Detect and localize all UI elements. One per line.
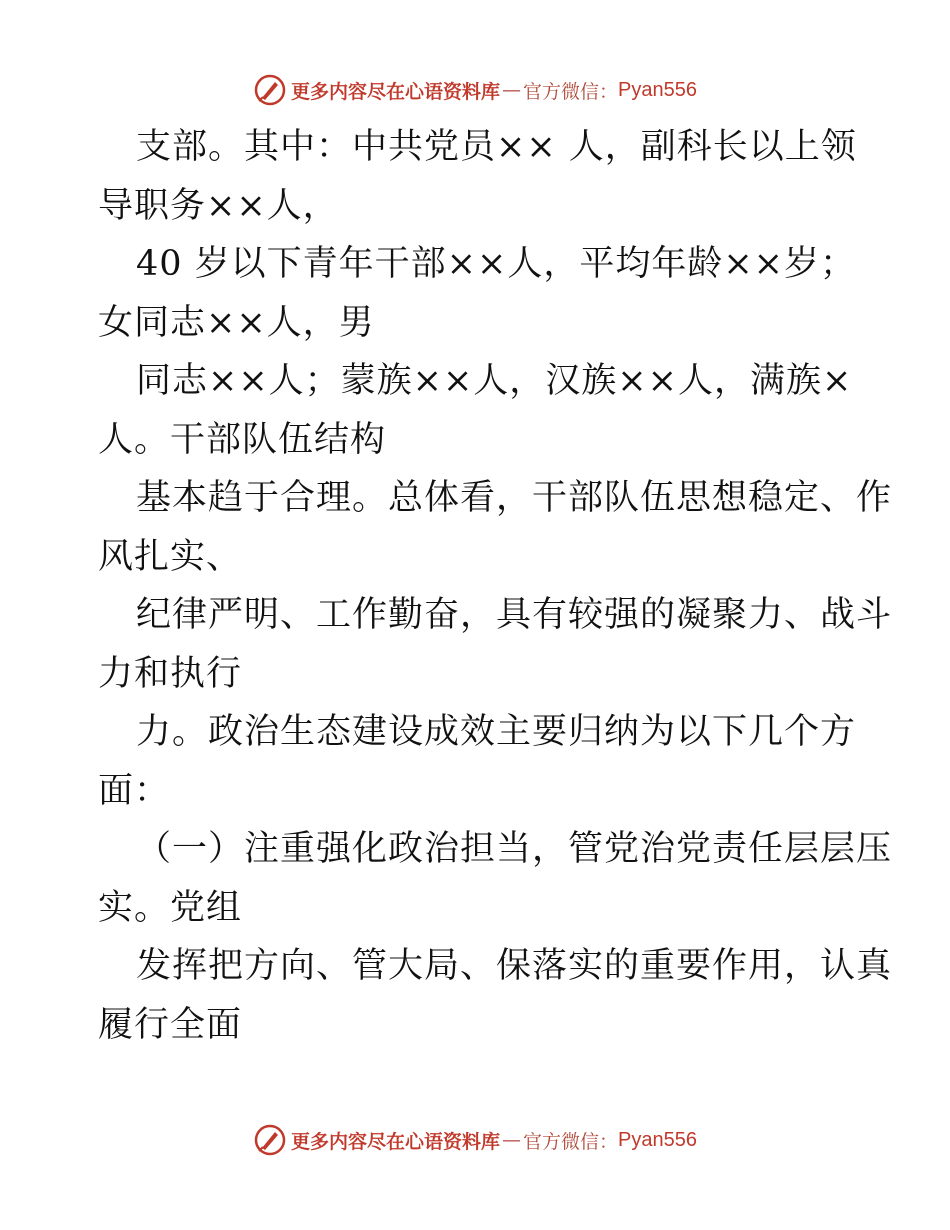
banner-brand-text: 更多内容尽在心语资料库 (291, 80, 501, 103)
banner-contact-label: 官方微信： (523, 1130, 619, 1153)
banner-wechat-handle: Pyan556 (618, 1128, 697, 1151)
body-line: 导职务××人， (98, 185, 339, 226)
body-line: 同志××人；蒙族××人，汉族××人，满族× (136, 361, 853, 401)
banner-brand-text: 更多内容尽在心语资料库 (291, 1130, 501, 1153)
body-line: 力。政治生态建设成效主要归纳为以下几个方 (136, 712, 857, 752)
body-line: 力和执行 (98, 653, 243, 694)
footer-watermark-banner (0, 1120, 950, 1160)
banner-separator: — (502, 79, 522, 101)
banner-wechat-handle: Pyan556 (618, 78, 697, 101)
body-line: 风扎实、 (98, 536, 243, 577)
body-line: 履行全面 (98, 1004, 243, 1045)
body-line: （一）注重强化政治担当，管党治党责任层层压 (136, 829, 893, 869)
body-line: 实。党组 (98, 887, 243, 928)
body-line: 基本趋于合理。总体看，干部队伍思想稳定、作 (136, 478, 893, 518)
quill-logo-icon (253, 1123, 287, 1157)
body-line: 支部。其中：中共党员×× 人，副科长以上领 (136, 127, 857, 167)
quill-logo-icon (253, 73, 287, 107)
body-line: 40 岁以下青年干部××人，平均年龄××岁； (136, 244, 856, 284)
header-watermark-banner (0, 70, 950, 110)
body-line: 人。干部队伍结构 (98, 419, 387, 460)
document-body (98, 118, 893, 1054)
banner-separator: — (502, 1129, 522, 1151)
banner-contact-label: 官方微信： (523, 80, 619, 103)
body-line: 发挥把方向、管大局、保落实的重要作用，认真 (136, 946, 893, 986)
body-line: 女同志××人，男 (98, 302, 375, 343)
body-line: 纪律严明、工作勤奋，具有较强的凝聚力、战斗 (136, 595, 893, 635)
body-line: 面： (98, 770, 171, 811)
